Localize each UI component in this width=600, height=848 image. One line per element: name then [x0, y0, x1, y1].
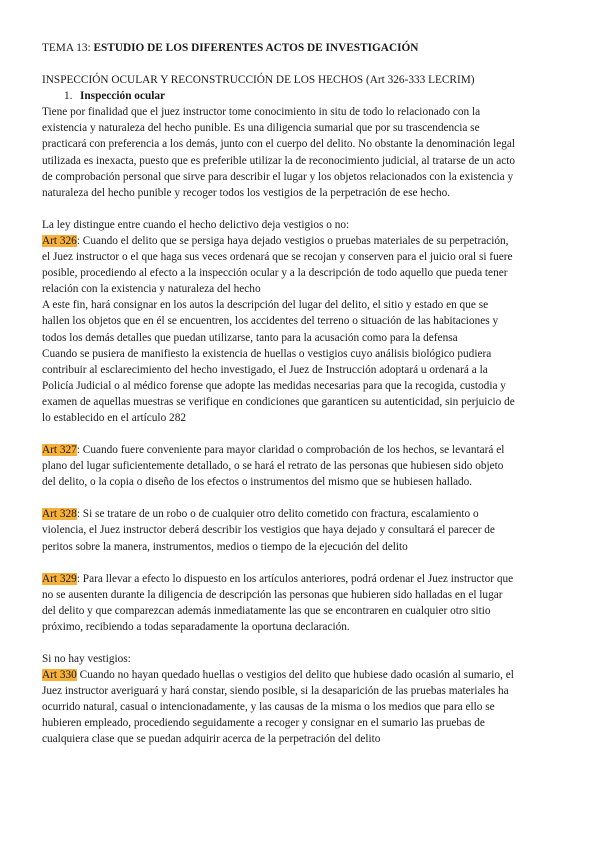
- article-text: : Para llevar a efecto lo dispuesto en los artículos anteriores, podrá ordenar el Juez instructor que: [76, 572, 514, 585]
- text-line: peritos sobre la manera, instrumentos, medios o tiempo de la ejecución del delito: [42, 540, 408, 553]
- text-line: violencia, el Juez instructor deberá describir los vestigios que haya dejado y consultará el parecer de: [42, 524, 495, 537]
- text-line: próximo, recibiendo a todas separadamente la oportuna declaración.: [42, 620, 350, 633]
- text-line: examen de aquellas muestras se verifique en condiciones que garanticen su autenticidad, sin perjuicio de: [42, 395, 515, 408]
- article-329: [42, 571, 522, 635]
- article-328: [42, 506, 522, 554]
- article-label-highlight: Art 326: [42, 234, 77, 247]
- text-line: posible, procediendo al efecto a la inspección ocular y a la descripción de todo aquello que pueda tener: [42, 267, 508, 280]
- document-body: [42, 40, 522, 748]
- text-line: Juez instructor averiguará y hará constar, siendo posible, si la desaparición de las pruebas materiales ha: [42, 685, 509, 698]
- article-label-highlight: Art 327: [42, 444, 77, 457]
- text-line: no se ausenten durante la diligencia de descripción las personas que hubieren sido halladas en el lugar: [42, 588, 503, 601]
- no-vestigios-text: Si no hay vestigios:: [42, 653, 131, 665]
- section-subtitle: INSPECCIÓN OCULAR Y RECONSTRUCCIÓN DE LOS HECHOS (Art 326-333 LECRIM): [42, 74, 475, 87]
- article-first-line: [42, 571, 522, 587]
- text-line: contribuir al esclarecimiento del hecho investigado, el Juez de Instrucción adoptará u ordenará a la: [42, 363, 488, 376]
- text-line: A este fin, hará consignar en los autos la descripción del lugar del delito, el sitio y estado en que se: [42, 299, 489, 312]
- text-line: lo establecido en el artículo 282: [42, 411, 186, 424]
- article-label-highlight: Art 328: [42, 508, 77, 521]
- text-line: todos los demás detalles que puedan utilizarse, tanto para la acusación como para la defensa: [42, 331, 458, 344]
- article-text: : Cuando fuere conveniente para mayor claridad o comprobación de los hechos, se levantará el: [76, 444, 505, 457]
- text-line: plano del lugar suficientemente detallado, o se hará el retrato de las personas que hubiesen sido objeto: [42, 460, 504, 473]
- article-first-line: [42, 442, 522, 458]
- article-first-line: [42, 667, 522, 683]
- article-label-highlight: Art 329: [42, 572, 77, 585]
- article-first-line: [42, 506, 522, 522]
- text-line: ocurrido natural, casual o intencionadamente, y las causas de la misma o los medios que para ello se: [42, 701, 495, 714]
- text-line: Cuando se pusiera de manifiesto la existencia de huellas o vestigios cuyo análisis biológico pudiera: [42, 347, 492, 360]
- text-line: relación con la existencia y naturaleza del hecho: [42, 283, 261, 296]
- list-heading-inspeccion: 1. Inspección ocular: [64, 90, 166, 103]
- document-title: TEMA 13: ESTUDIO DE LOS DIFERENTES ACTOS DE INVESTIGACIÓN: [42, 42, 419, 54]
- article-327: [42, 442, 522, 490]
- article-text: : Cuando el delito que se persiga haya dejado vestigios o pruebas materiales de su perpetración,: [76, 234, 509, 247]
- intro-paragraph: [42, 104, 522, 201]
- article-first-line: [42, 233, 522, 249]
- text-line: Policía Judicial o al médico forense que adopte las medidas necesarias para que la recogida, custodia y: [42, 379, 506, 392]
- distinction-text: La ley distingue entre cuando el hecho delictivo deja vestigios o no:: [42, 218, 350, 231]
- text-line: el Juez instructor o el que haga sus veces ordenará que se recojan y conserven para el juicio oral si fuere: [42, 251, 513, 264]
- text-line: practicará con preferencia a los demás, junto con el cuerpo del delito. No obstante la denominación legal: [42, 138, 516, 151]
- text-line: hubieren empleado, procediendo seguidamente a recoger y consignar en el sumario las pruebas de: [42, 717, 485, 730]
- text-line: de comprobación personal que sirve para describir el lugar y los objetos relacionados con la existencia y: [42, 170, 514, 183]
- text-line: naturaleza del hecho punible y recoger todos los vestigios de la perpetración de ese hecho.: [42, 186, 451, 199]
- article-326: [42, 233, 522, 426]
- text-line: del delito y que comparezcan además inmediatamente las que se encontraren en cualquier otro sitio: [42, 604, 491, 617]
- text-line: cualquiera clase que se puedan adquirir acerca de la perpetración del delito: [42, 733, 381, 746]
- text-line: Tiene por finalidad que el juez instructor tome conocimiento in situ de todo lo relacionado con la: [42, 106, 481, 119]
- text-line: existencia y naturaleza del hecho punible. Es una diligencia sumarial que por su trascendencia se: [42, 122, 480, 135]
- article-text: : Si se tratare de un robo o de cualquier otro delito cometido con fractura, escalamiento o: [76, 508, 479, 521]
- text-line: del delito, o la copia o diseño de los efectos o instrumentos del mismo que se hubiesen hallado.: [42, 476, 473, 489]
- text-line: utilizada es inexacta, puesto que es preferible utilizar la de reconocimiento judicial, al tratarse de un acto: [42, 154, 516, 167]
- article-text: Cuando no hayan quedado huellas o vestigios del delito que hubiese dado ocasión al sumario, el: [76, 669, 514, 682]
- text-line: hallen los objetos que en él se encuentren, los accidentes del terreno o situación de las habitaciones y: [42, 315, 499, 328]
- article-label-highlight: Art 330: [42, 669, 77, 682]
- article-330: [42, 667, 522, 747]
